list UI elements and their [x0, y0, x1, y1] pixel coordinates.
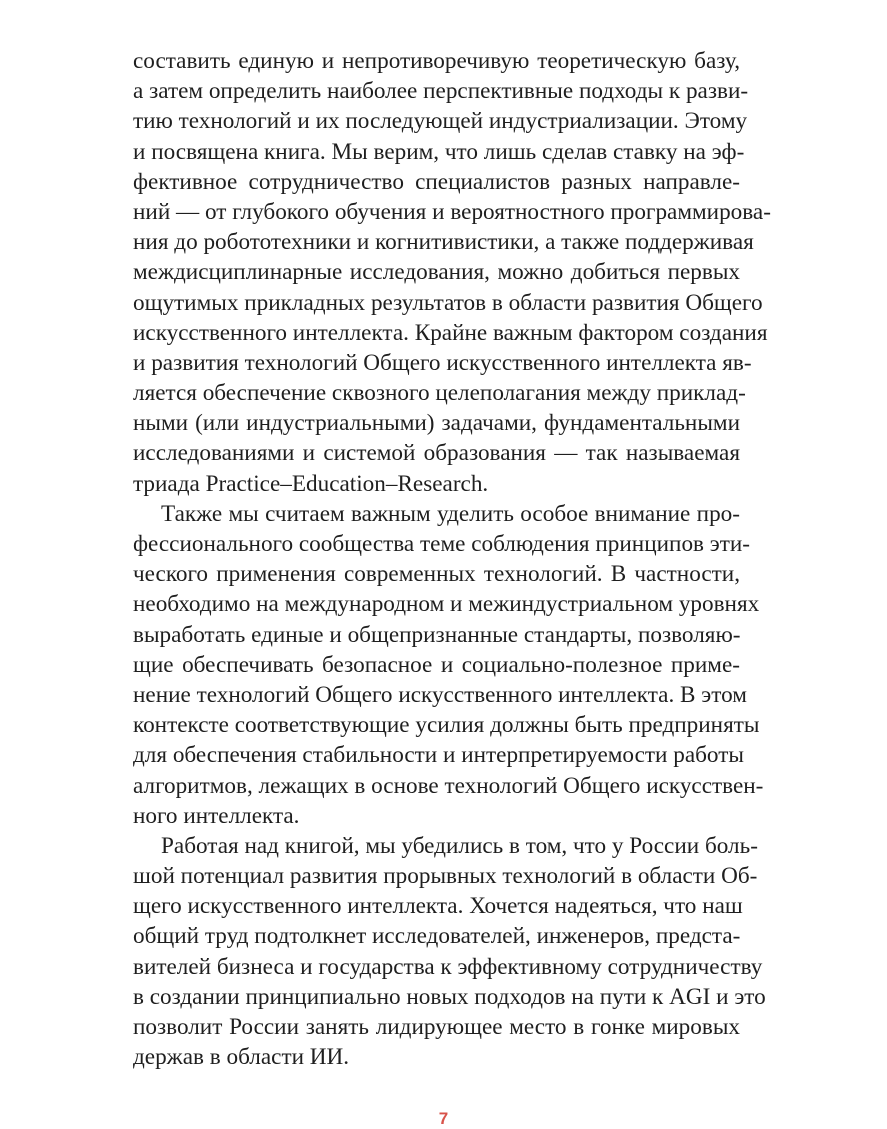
text-line: ного интеллекта.: [133, 802, 300, 829]
text-line: нение технологий Общего искусственного интеллекта. В этом: [133, 681, 747, 708]
text-line: алгоритмов, лежащих в основе технологий Общего искусствен-: [133, 772, 764, 799]
text-line: держав в области ИИ.: [133, 1044, 350, 1071]
text-line: шой потенциал развития прорывных технологий в области Об-: [133, 863, 758, 890]
text-line: позволит России занять лидирующее место в гонке мировых: [133, 1014, 740, 1040]
text-line: Работая над книгой, мы убедились в том, что у России боль-: [161, 832, 758, 859]
body-text: [133, 46, 771, 1072]
paragraph: [133, 831, 766, 1073]
page-number: 7: [438, 1109, 449, 1128]
text-line: междисциплинарные исследования, можно добиться первых: [133, 259, 740, 286]
text-line: ческого применения современных технологий. В частности,: [133, 561, 740, 588]
text-line: тию технологий и их последующей индустриализации. Этому: [133, 108, 748, 135]
text-line: триада Practice–Education–Research.: [133, 470, 489, 497]
text-line: Также мы считаем важным уделить особое внимание про-: [161, 500, 740, 527]
text-line: необходимо на международном и межиндустриальном уровнях: [133, 591, 760, 618]
paragraph: [133, 46, 771, 499]
text-line: ния до робототехники и когнитивистики, а также поддерживая: [133, 229, 754, 256]
text-line: щие обеспечивать безопасное и социально-полезное приме-: [133, 651, 740, 678]
text-line: фессионального сообщества теме соблюдения принципов эти-: [133, 531, 750, 557]
text-line: ний — от глубокого обучения и вероятностного программирова-: [133, 198, 771, 225]
text-line: а затем определить наиболее перспективные подходы к разви-: [133, 78, 749, 105]
text-line: вителей бизнеса и государства к эффективному сотрудничеству: [133, 953, 763, 980]
text-line: общий труд подтолкнет исследователей, инженеров, предста-: [133, 923, 741, 950]
text-line: исследованиями и системой образования — так называемая: [133, 440, 740, 467]
text-line: ощутимых прикладных результатов в области развития Общего: [133, 289, 763, 316]
text-line: и развития технологий Общего искусственного интеллекта яв-: [133, 349, 752, 376]
text-line: для обеспечения стабильности и интерпретируемости работы: [133, 742, 744, 769]
text-line: щего искусственного интеллекта. Хочется надеяться, что наш: [133, 893, 743, 920]
text-line: в создании принципиально новых подходов на пути к AGI и это: [133, 983, 766, 1010]
text-line: выработать единые и общепризнанные стандарты, позволяю-: [133, 621, 741, 648]
text-line: ными (или индустриальными) задачами, фундаментальными: [133, 410, 740, 437]
text-line: фективное сотрудничество специалистов разных направле-: [133, 168, 740, 195]
text-line: контексте соответствующие усилия должны быть предприняты: [133, 712, 760, 739]
text-line: ляется обеспечение сквозного целеполагания между приклад-: [133, 380, 746, 407]
text-line: искусственного интеллекта. Крайне важным фактором создания: [133, 319, 768, 346]
text-line: составить единую и непротиворечивую теоретическую базу,: [133, 48, 740, 74]
paragraph: [133, 499, 764, 831]
text-line: и посвящена книга. Мы верим, что лишь сделав ставку на эф-: [133, 138, 745, 165]
